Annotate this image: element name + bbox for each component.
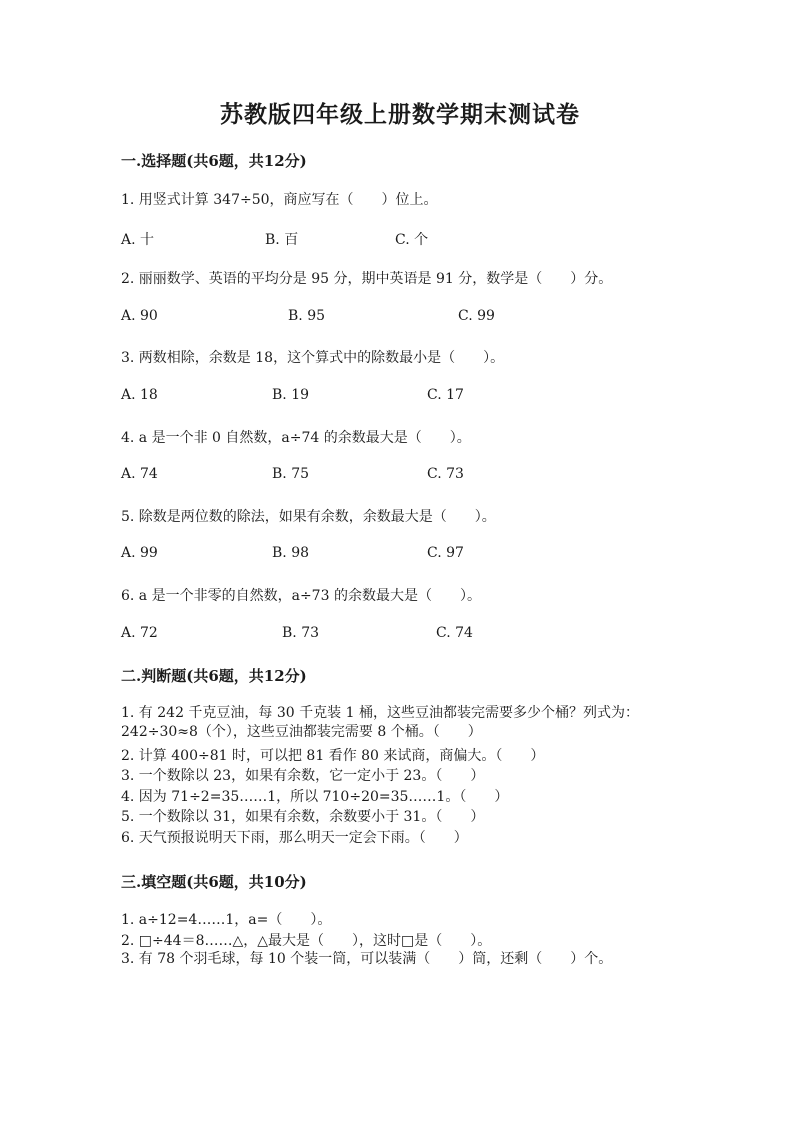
- choice-1-option-c: C. 个: [395, 232, 429, 248]
- section-heading-fill-in: 三.填空题(共6题，共10分): [121, 873, 307, 891]
- choice-6-option-b: B. 73: [282, 625, 320, 641]
- choice-question-5: 5. 除数是两位数的除法，如果有余数，余数最大是（ ）。: [121, 509, 496, 525]
- section-heading-judgement: 二.判断题(共6题，共12分): [121, 667, 307, 685]
- judgement-item-3: 3. 一个数除以 23，如果有余数，它一定小于 23。（ ）: [121, 768, 485, 784]
- section-heading-choice: 一.选择题(共6题，共12分): [121, 152, 307, 170]
- choice-2-option-a: A. 90: [121, 308, 158, 324]
- judgement-item-6: 6. 天气预报说明天下雨，那么明天一定会下雨。（ ）: [121, 830, 468, 846]
- choice-4-option-c: C. 73: [427, 466, 464, 482]
- choice-question-4: 4. a 是一个非 0 自然数，a÷74 的余数最大是（ ）。: [121, 430, 471, 446]
- judgement-item-2: 2. 计算 400÷81 时，可以把 81 看作 80 来试商，商偏大。（ ）: [121, 748, 545, 764]
- fill-item-1: 1. a÷12=4……1，a=（ ）。: [121, 912, 332, 928]
- choice-5-option-c: C. 97: [427, 545, 464, 561]
- choice-5-option-b: B. 98: [272, 545, 310, 561]
- choice-question-1: 1. 用竖式计算 347÷50，商应写在（ ）位上。: [121, 192, 438, 208]
- exam-title: 苏教版四年级上册数学期末测试卷: [220, 101, 580, 128]
- choice-3-option-c: C. 17: [427, 387, 464, 403]
- choice-4-option-b: B. 75: [272, 466, 310, 482]
- choice-6-option-c: C. 74: [436, 625, 473, 641]
- choice-1-option-b: B. 百: [265, 232, 299, 248]
- choice-question-6: 6. a 是一个非零的自然数，a÷73 的余数最大是（ ）。: [121, 588, 481, 604]
- judgement-item-5: 5. 一个数除以 31，如果有余数，余数要小于 31。（ ）: [121, 809, 485, 825]
- choice-5-option-a: A. 99: [121, 545, 158, 561]
- choice-2-option-c: C. 99: [458, 308, 495, 324]
- choice-1-option-a: A. 十: [121, 232, 155, 248]
- choice-6-option-a: A. 72: [121, 625, 158, 641]
- judgement-item-1: 1. 有 242 千克豆油，每 30 千克装 1 桶，这些豆油都装完需要多少个桶？列式为：242÷30≈8（个），这些豆油都装完需要 8 个桶。（ ）: [121, 705, 639, 740]
- choice-question-2: 2. 丽丽数学、英语的平均分是 95 分，期中英语是 91 分，数学是（ ）分。: [121, 271, 613, 287]
- choice-question-3: 3. 两数相除，余数是 18，这个算式中的除数最小是（ ）。: [121, 350, 505, 366]
- choice-3-option-b: B. 19: [272, 387, 310, 403]
- judgement-item-4: 4. 因为 71÷2=35……1，所以 710÷20=35……1。（ ）: [121, 789, 509, 805]
- fill-item-2: 2. □÷44＝8……△，△最大是（ ），这时□是（ ）。: [121, 933, 492, 949]
- choice-2-option-b: B. 95: [288, 308, 326, 324]
- choice-3-option-a: A. 18: [121, 387, 158, 403]
- fill-item-3: 3. 有 78 个羽毛球，每 10 个装一筒，可以装满（ ）筒，还剩（ ）个。: [121, 951, 613, 967]
- choice-4-option-a: A. 74: [121, 466, 158, 482]
